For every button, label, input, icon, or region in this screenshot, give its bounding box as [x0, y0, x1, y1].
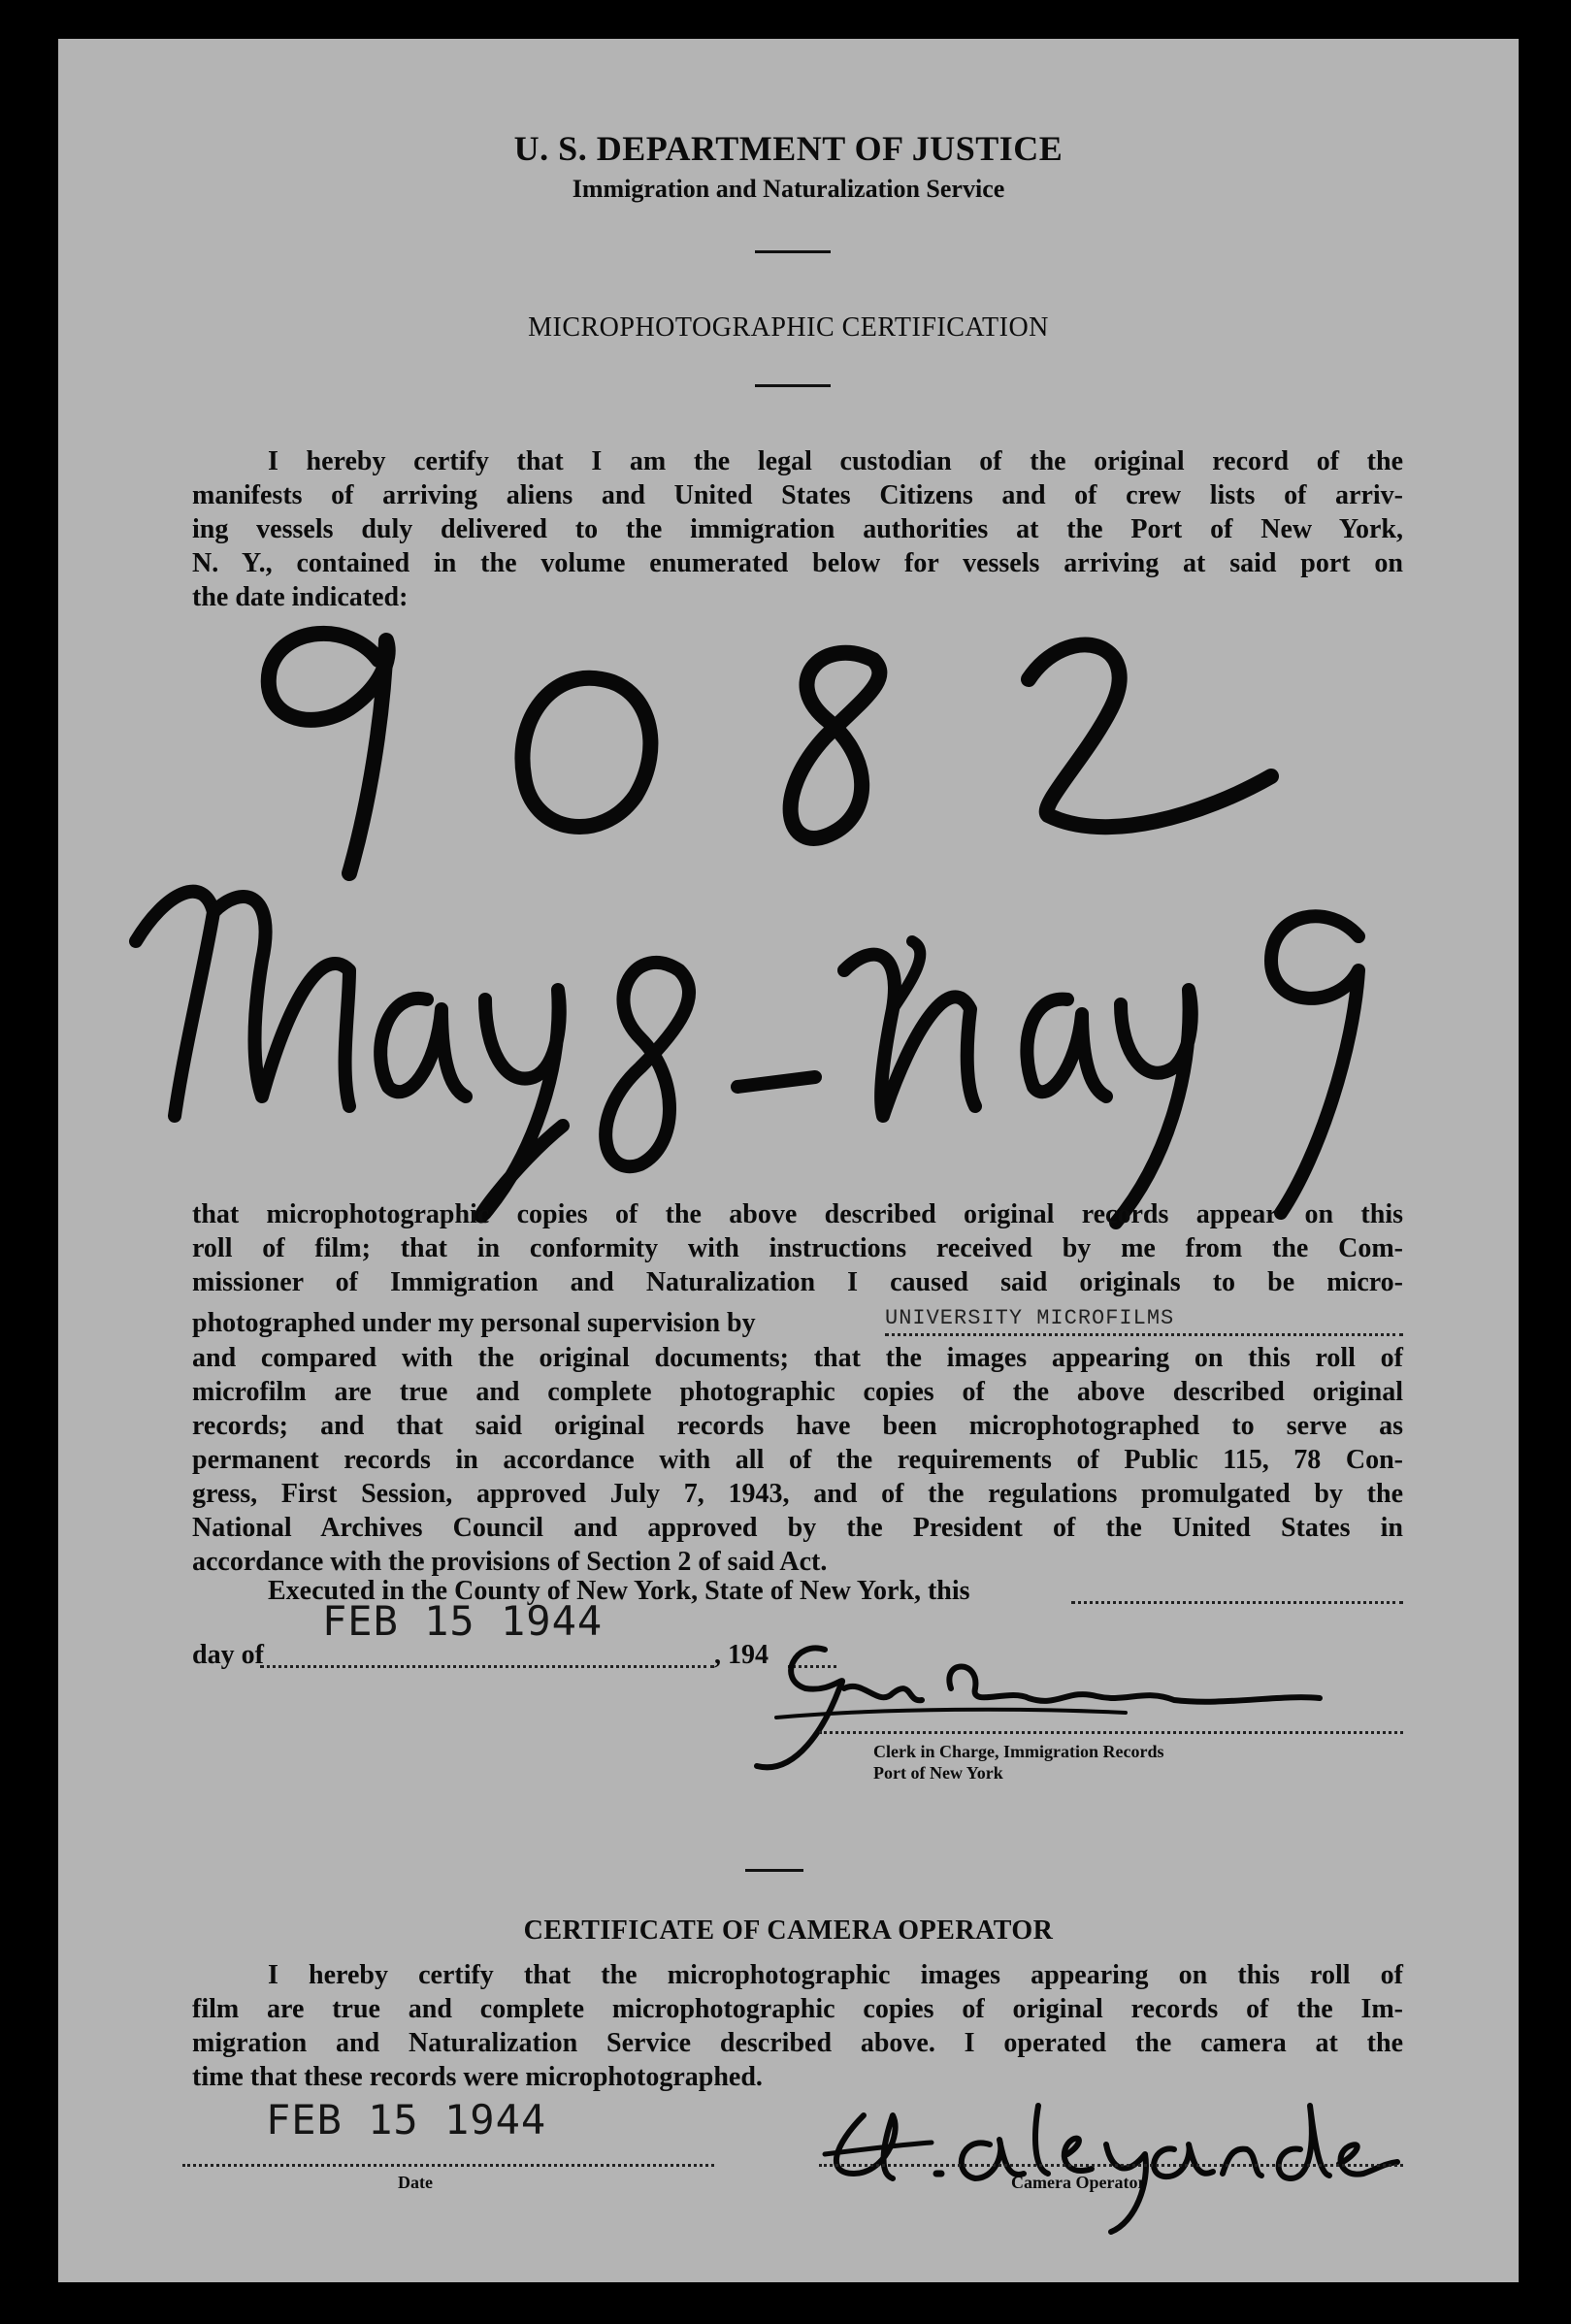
clerk-port: Port of New York [873, 1763, 1003, 1783]
intro-line: N. Y., contained in the volume enumerated below for vessels arriving at said port on [192, 548, 1403, 578]
date-dotted-line [182, 2164, 714, 2167]
operator-line: film are true and complete microphotographic copies of original records of the Im- [192, 1994, 1403, 2024]
body-line: missioner of Immigration and Naturalization I caused said originals to be micro- [192, 1267, 1403, 1297]
operator-date-stamp: FEB 15 1944 [266, 2096, 547, 2144]
body-line: and compared with the original documents; that the images appearing on this roll of [192, 1343, 1403, 1373]
operator-line: I hereby certify that the microphotographic images appearing on this roll of [268, 1960, 1403, 1990]
intro-line: the date indicated: [192, 582, 409, 612]
date-label: Date [398, 2173, 433, 2192]
supervision-typed-name: UNIVERSITY MICROFILMS [885, 1306, 1175, 1330]
certificate-sheet [58, 39, 1519, 2282]
operator-signature-line [819, 2164, 1403, 2167]
intro-line: I hereby certify that I am the legal custodian of the original record of the [268, 446, 1403, 476]
body-line: roll of film; that in conformity with instructions received by me from the Com- [192, 1233, 1403, 1263]
clerk-title: Clerk in Charge, Immigration Records [873, 1742, 1164, 1761]
year-prefix: , 194 [714, 1640, 769, 1670]
day-of-label: day of [192, 1640, 264, 1670]
body-line: permanent records in accordance with all of the requirements of Public 115, 78 Con- [192, 1445, 1403, 1475]
body-line: accordance with the provisions of Section 2 of said Act. [192, 1547, 828, 1577]
service-subheading: Immigration and Naturalization Service [572, 175, 1005, 203]
operator-signature [58, 39, 1519, 2282]
body-line: that microphotographic copies of the above described original records appear on this [192, 1199, 1403, 1229]
body-line: records; and that said original records have been microphotographed to serve as [192, 1411, 1403, 1441]
operator-line: migration and Naturalization Service described above. I operated the camera at the [192, 2028, 1403, 2058]
body-line: microfilm are true and complete photographic copies of the above described original [192, 1377, 1403, 1407]
camera-operator-label: Camera Operator [1011, 2173, 1146, 2192]
intro-line: manifests of arriving aliens and United States Citizens and of crew lists of arriv- [192, 480, 1403, 510]
intro-line: ing vessels duly delivered to the immigration authorities at the Port of New York, [192, 514, 1403, 544]
agency-heading: U. S. DEPARTMENT OF JUSTICE [513, 129, 1064, 168]
body-line: gress, First Session, approved July 7, 1943, and of the regulations promulgated by the [192, 1479, 1403, 1509]
supervision-prefix: photographed under my personal supervision by [192, 1308, 756, 1338]
certification-title: MICROPHOTOGRAPHIC CERTIFICATION [528, 312, 1049, 343]
body-line: National Archives Council and approved by the President of the United States in [192, 1513, 1403, 1543]
operator-line: time that these records were microphotographed. [192, 2062, 763, 2092]
camera-operator-title: CERTIFICATE OF CAMERA OPERATOR [523, 1915, 1054, 1946]
executed-statement: Executed in the County of New York, State of New York, this [268, 1576, 970, 1606]
execution-date-stamp: FEB 15 1944 [322, 1597, 604, 1645]
